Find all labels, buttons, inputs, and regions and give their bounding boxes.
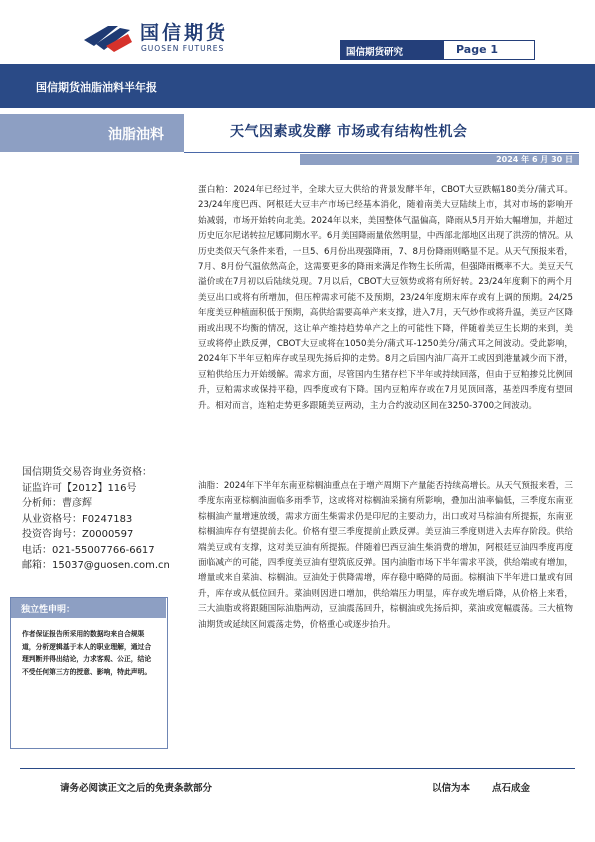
date-bar [300, 154, 579, 165]
footer-divider [20, 768, 575, 769]
page-label: Page 1 [444, 41, 534, 59]
section-tag [0, 114, 184, 152]
title-divider [184, 152, 579, 153]
report-series-banner [0, 64, 595, 108]
invest-label: 投资咨询号： [22, 529, 82, 540]
footer-slogan-2: 点石成金 [492, 783, 531, 794]
license-line-2: 证监许可【2012】116号 [22, 482, 137, 494]
section-tag-label: 油脂油料 [108, 127, 164, 143]
footer-notice: 请务必阅读正文之后的免责条款部分 [60, 783, 213, 794]
paragraph-oils: 油脂：2024年下半年东南亚棕榈油重点在于增产周期下产量能否持续高增长。从天气预报来看，三季度东南亚棕榈油面临多雨季节，这或将对棕榈油采摘有所影响，叠加出油率偏低，三季度东南亚棕榈油产量增速放缓，需求方面生柴需求仍是印尼的主要动力，出口或对马棕油有所提振，东南亚棕榈油库存有望提前去化。价格有望三季度提前止跌反弹。美豆油三季度则进入去库存阶段。供给端美豆或有支撑，这对美豆油有所提振。伴随着巴西豆油生柴消费的增加，阿根廷豆油四季度再度面临减产的可能，四季度美豆油有望筑底反弹。国内油脂市场下半年需求平淡，供给端或有增加，增量或来自菜油、棕榈油。豆油处于供降需增，库存稳中略降的局面。棕榈油下半年进口量或有回升，库存或从低位回升。菜油则因进口增加，供给端压力明显，库存或先增后降，从价格上来看，三大油脂或将跟随国际油脂两动，豆油震荡回升，棕榈油或先扬后抑，菜油或宽幅震荡。三大植物油期货或延续区间震荡走势，价格重心或逐步抬升。 [198, 481, 573, 630]
analyst-label: 分析师： [22, 498, 62, 509]
report-date: 2024 年 6 月 30 日 [496, 155, 573, 164]
page-title: 天气因素或发酵 市场或有结构性机会 [230, 124, 468, 140]
header-report-bar [340, 40, 535, 60]
invest-row [22, 527, 182, 543]
disclaimer-header [11, 598, 166, 618]
cert-row [22, 512, 182, 528]
paragraph-protein-meal: 蛋白粕：2024年已经过半，全球大豆大供给的背景发酵半年，CBOT大豆跌幅180美分/蒲式耳。23/24年度巴西、阿根廷大豆丰产市场已经基本消化，随着南美大豆陆续上市，其对市场的影响开始减弱，市场开始转向北美。2024年以来，美国整体气温偏高，降雨从5月开始大幅增加，并超过历史厄尔尼诺转拉尼娜同期水平。6月美国降雨量依然明显，中西部北部地区出现了洪涝的情况。从历史类似天气条件来看，一旦5、6月份出现强降雨，7、8月份降雨则略显不足。从天气预报来看，7月、8月份气温依然高企，这需要更多的降雨来满足作物生长所需，但强降雨概率不大。美豆天气溢价或在7月初以后陆续兑现。7月以后，CBOT大豆领势或将有所好转。23/24年度剩下的两个月美豆出口或将有所增加，但压榨需求可能不及预期，23/24年度期末库存或有上调的预期。24/25年度美豆种植面积低于预期，高供给需要高单产来支撑，进入7月，天气炒作或将升温，美豆产区降雨或出现不均衡的情况，这让单产维持趋势单产之上的可能性下降，伴随着美豆生长期的来到，美豆或将停止跌反弹，CBOT大豆或将在1050美分/蒲式耳-1250美分/蒲式耳之间波动。受此影响，2024年下半年豆粕库存或呈现先扬后抑的走势。8月之后国内油厂高开工或因到港量减少而下滑，豆粕供给压力开始缓解。需求方面，尽管国内生猪存栏下半年或持续回落，但由于豆粕掺兑比例回升，豆粕需求或保持平稳，四季度或有下降。国内豆粕库存或在7月见顶回落，基差四季度有望回升。相对而言，连粕走势更多跟随美豆两动，主力合约波动区间在3250-3700之间波动。 [198, 185, 574, 411]
report-label: 国信期货研究 [346, 47, 404, 58]
disclaimer-text: 作者保证报告所采用的数据均来自合规渠道，分析逻辑基于本人的职业理解，通过合理判断并得出结论，力求客观、公正，结论不受任何第三方的授意、影响，特此声明。 [22, 630, 152, 676]
email-label: 邮箱： [22, 560, 52, 571]
guosen-logo-icon [78, 20, 134, 54]
cert-number: F0247183 [82, 513, 133, 525]
disclaimer-heading: 独立性申明： [21, 605, 76, 615]
phone-label: 电话： [22, 544, 52, 556]
email-link[interactable]: 15037@guosen.com.cn [52, 560, 170, 571]
report-series-title: 国信期货油脂油料半年报 [36, 81, 157, 94]
phone-row [22, 543, 182, 559]
analyst-name: 曹彦辉 [62, 498, 92, 509]
analyst-contact [22, 465, 182, 574]
analyst-row [22, 496, 182, 512]
email-row [22, 558, 182, 574]
cert-label: 从业资格号： [22, 513, 82, 525]
invest-number: Z0000597 [82, 529, 134, 540]
brand-name-cn: 国信期货 [140, 22, 229, 44]
phone-number: 021-55007766-6617 [52, 544, 155, 556]
license-line-1: 国信期货交易咨询业务资格： [22, 467, 152, 478]
footer-slogan-1: 以信为本 [432, 783, 471, 794]
brand-name-en: GUOSEN FUTURES [141, 44, 225, 53]
